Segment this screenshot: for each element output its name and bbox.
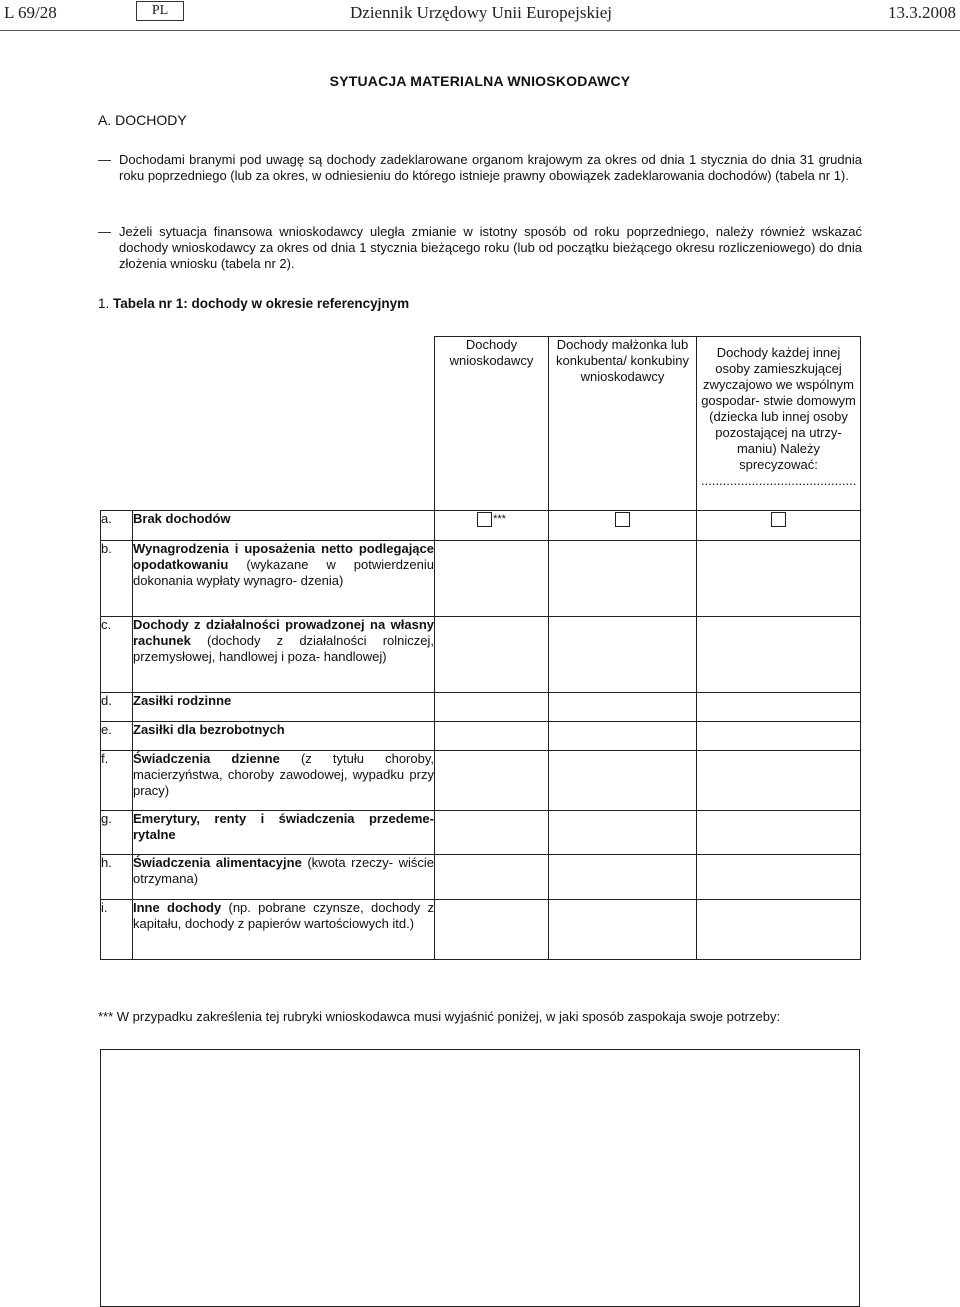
journal-title: Dziennik Urzędowy Unii Europejskiej — [350, 3, 613, 22]
checkbox[interactable] — [477, 512, 492, 527]
row-label-bold: Zasiłki rodzinne — [133, 693, 232, 708]
table-number: 1. — [98, 296, 110, 311]
table-row — [101, 511, 861, 541]
table-row — [101, 855, 861, 900]
empty-corner — [101, 337, 435, 511]
paragraph-1 — [98, 152, 862, 184]
row-label-rest: (np. pobrane czynsze, dochody z kapitału, dochody z papierów wartościowych itd.) — [133, 900, 435, 931]
paragraph-2 — [98, 224, 862, 272]
table-caption — [98, 296, 409, 311]
applicant-input-cell[interactable] — [435, 751, 549, 811]
dash-marker: — — [98, 152, 111, 167]
table-row — [101, 900, 861, 960]
row-label — [133, 811, 435, 855]
row-label — [133, 541, 435, 617]
footnote-marker: *** — [493, 513, 506, 525]
row-label — [133, 511, 435, 541]
table-row — [101, 751, 861, 811]
row-letter: g. — [101, 811, 133, 855]
applicant-input-cell[interactable] — [435, 855, 549, 900]
section-heading: A. DOCHODY — [98, 112, 187, 128]
spouse-input-cell[interactable] — [549, 900, 697, 960]
row-label-rest: (wykazane w potwierdzeniu dokonania wypłaty wynagro- dzenia) — [133, 557, 434, 588]
row-label-rest: (kwota rzeczy- wiście otrzymana) — [133, 855, 434, 886]
language-badge: PL — [136, 1, 184, 21]
checkbox[interactable] — [615, 512, 630, 527]
row-letter: b. — [101, 541, 133, 617]
spouse-input-cell[interactable] — [549, 811, 697, 855]
row-label-rest: (dochody z działalności rolniczej, przemysłowej, handlowej i poza- handlowej) — [133, 633, 434, 664]
row-label-bold: Zasiłki dla bezrobotnych — [133, 722, 285, 737]
income-table — [100, 336, 861, 960]
dash-marker: — — [98, 224, 111, 239]
header-other-persons — [697, 337, 861, 511]
table-header-row — [101, 337, 861, 511]
row-letter: f. — [101, 751, 133, 811]
applicant-input-cell[interactable] — [435, 900, 549, 960]
other-input-cell[interactable] — [697, 693, 861, 722]
spouse-input-cell[interactable] — [549, 751, 697, 811]
page-header — [0, 0, 960, 31]
table-row — [101, 617, 861, 693]
row-label-rest: (z tytułu choroby, macierzyństwa, choroby zawodowej, wypadku przy pracy) — [133, 751, 434, 798]
table-caption-text: Tabela nr 1: dochody w okresie referencyjnym — [113, 296, 410, 311]
row-label — [133, 855, 435, 900]
row-letter: h. — [101, 855, 133, 900]
row-label — [133, 617, 435, 693]
applicant-input-cell[interactable] — [435, 722, 549, 751]
table-row — [101, 722, 861, 751]
other-checkbox-cell[interactable] — [697, 511, 861, 541]
spouse-input-cell[interactable] — [549, 722, 697, 751]
other-input-cell[interactable] — [697, 855, 861, 900]
spouse-checkbox-cell[interactable] — [549, 511, 697, 541]
row-label-bold: Dochody z działalności prowadzonej na własny rachunek — [133, 617, 434, 648]
table-row — [101, 693, 861, 722]
row-label-bold: Świadczenia dzienne — [133, 751, 280, 766]
row-letter: e. — [101, 722, 133, 751]
header-other-persons-text: Dochody każdej innej osoby zamieszkującej zwyczajowo we wspólnym gospodar- stwie domowym (dziecka lub innej osoby pozostającej na utrzy- maniu) Należy sprecyzować: — [701, 345, 856, 472]
page-title: SYTUACJA MATERIALNA WNIOSKODAWCY — [329, 73, 631, 89]
row-label-bold: Świadczenia alimentacyjne — [133, 855, 302, 870]
row-letter: d. — [101, 693, 133, 722]
table-row — [101, 541, 861, 617]
other-input-cell[interactable] — [697, 900, 861, 960]
other-input-cell[interactable] — [697, 751, 861, 811]
paragraph-text: Dochodami branymi pod uwagę są dochody zadeklarowane organom krajowym za okres od dnia 1 stycznia do dnia 31 grudnia roku poprzedniego (lub za okres, w odniesieniu do którego istnieje prawny obowiązek zadeklarowania dochodów) (tabela nr 1). — [119, 152, 862, 183]
header-applicant: Dochody wnioskodawcy — [435, 337, 549, 511]
explanation-box[interactable] — [100, 1049, 860, 1307]
spouse-input-cell[interactable] — [549, 855, 697, 900]
other-input-cell[interactable] — [697, 617, 861, 693]
spouse-input-cell[interactable] — [549, 541, 697, 617]
header-spouse: Dochody małżonka lub konkubenta/ konkubiny wnioskodawcy — [549, 337, 697, 511]
row-label-bold: Inne dochody — [133, 900, 222, 915]
row-letter: a. — [101, 511, 133, 541]
row-label-bold: Brak dochodów — [133, 511, 231, 526]
publication-date: 13.3.2008 — [888, 3, 956, 22]
row-label — [133, 751, 435, 811]
table-row — [101, 811, 861, 855]
other-input-cell[interactable] — [697, 811, 861, 855]
other-input-cell[interactable] — [697, 541, 861, 617]
checkbox[interactable] — [771, 512, 786, 527]
applicant-input-cell[interactable] — [435, 617, 549, 693]
applicant-input-cell[interactable] — [435, 811, 549, 855]
row-label — [133, 722, 435, 751]
row-label-bold: Wynagrodzenia i uposażenia netto podlegające opodatkowaniu — [133, 541, 434, 572]
row-label-bold: Emerytury, renty i świadczenia przedeme- rytalne — [133, 811, 434, 842]
row-letter: c. — [101, 617, 133, 693]
other-input-cell[interactable] — [697, 722, 861, 751]
spouse-input-cell[interactable] — [549, 693, 697, 722]
page-number: L 69/28 — [4, 3, 57, 22]
specify-dots: ........................................... — [701, 473, 857, 488]
paragraph-text: Jeżeli sytuacja finansowa wnioskodawcy uległa zmianie w istotny sposób od roku poprzedniego, należy również wskazać dochody wnioskodawcy za okres od dnia 1 stycznia bieżącego roku (lub od początku bieżącego okresu rozliczeniowego) do dnia złożenia wniosku (tabela nr 2). — [119, 224, 862, 271]
applicant-input-cell[interactable] — [435, 693, 549, 722]
footnote: *** W przypadku zakreślenia tej rubryki wnioskodawca musi wyjaśnić poniżej, w jaki sposób zaspokaja swoje potrzeby: — [98, 1009, 781, 1024]
row-label — [133, 693, 435, 722]
spouse-input-cell[interactable] — [549, 617, 697, 693]
applicant-input-cell[interactable] — [435, 541, 549, 617]
row-letter: i. — [101, 900, 133, 960]
applicant-checkbox-cell[interactable] — [435, 511, 549, 541]
row-label — [133, 900, 435, 960]
